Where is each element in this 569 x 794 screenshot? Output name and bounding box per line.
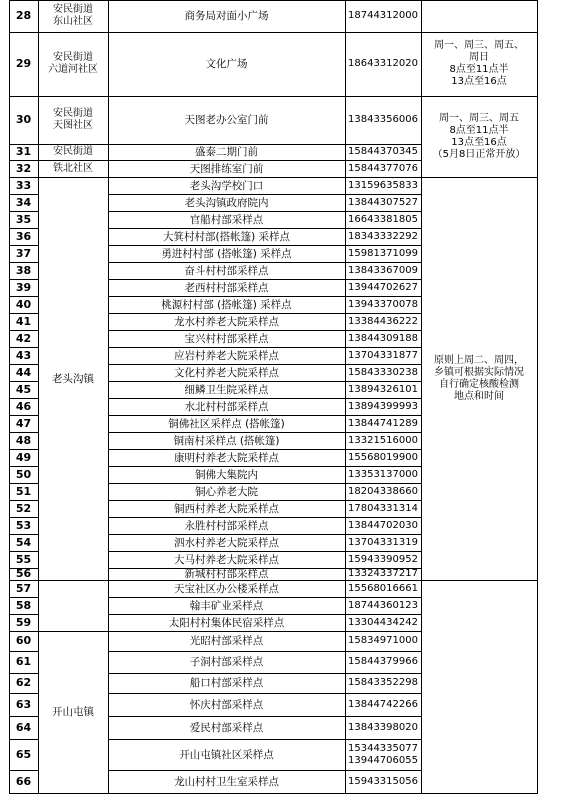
contact-phone: 13844307527 <box>345 194 422 212</box>
contact-phone: 15844370345 <box>345 144 422 161</box>
contact-phone: 13844309188 <box>345 330 422 348</box>
contact-phone: 18643312020 <box>345 32 422 97</box>
row-number: 35 <box>9 211 39 229</box>
row-number: 52 <box>9 500 39 518</box>
sampling-site: 龙水村养老大院采样点 <box>108 313 346 331</box>
row-number: 56 <box>9 568 39 581</box>
row-number: 45 <box>9 381 39 399</box>
opening-time: 周一、周三、周五 8点至11点半 13点至16点 （5月8日正常开放） <box>421 96 538 178</box>
sampling-site: 新城村村部采样点 <box>108 568 346 581</box>
town-name: 老头沟镇 <box>38 177 109 581</box>
sampling-site: 太阳村村集体民宿采样点 <box>108 614 346 632</box>
contact-phone: 18744312000 <box>345 0 422 33</box>
contact-phone: 15943390952 <box>345 551 422 569</box>
row-number: 58 <box>9 597 39 615</box>
row-number: 48 <box>9 432 39 450</box>
contact-phone: 13304434242 <box>345 614 422 632</box>
contact-phone: 13894399993 <box>345 398 422 416</box>
sampling-site: 商务局对面小广场 <box>108 0 346 33</box>
row-number: 33 <box>9 177 39 195</box>
contact-phone: 15834971000 <box>345 631 422 652</box>
row-number: 59 <box>9 614 39 632</box>
contact-phone: 13844742266 <box>345 693 422 717</box>
sampling-site: 宝兴村村部采样点 <box>108 330 346 348</box>
sampling-site: 大箕村村部(搭帐篷) 采样点 <box>108 228 346 246</box>
sampling-site: 船口村部采样点 <box>108 673 346 694</box>
sampling-site: 龙山村村卫生室采样点 <box>108 770 346 794</box>
sampling-site: 子洞村部采样点 <box>108 651 346 674</box>
row-number: 46 <box>9 398 39 416</box>
contact-phone: 15843352298 <box>345 673 422 694</box>
sampling-site: 铜佛社区采样点 (搭帐篷) <box>108 415 346 433</box>
contact-phone: 15568016661 <box>345 580 422 598</box>
row-number: 55 <box>9 551 39 569</box>
sampling-site: 大马村养老大院采样点 <box>108 551 346 569</box>
row-number: 30 <box>9 96 39 145</box>
contact-phone: 15843330238 <box>345 364 422 382</box>
contact-phone: 17804331314 <box>345 500 422 518</box>
row-number: 61 <box>9 651 39 674</box>
town-name: 铁北社区 <box>38 160 109 178</box>
row-number: 36 <box>9 228 39 246</box>
contact-phone: 18744360123 <box>345 597 422 615</box>
contact-phone: 13844741289 <box>345 415 422 433</box>
sampling-site: 勇进村村部 (搭帐篷) 采样点 <box>108 245 346 263</box>
sampling-site: 铜心养老大院 <box>108 483 346 501</box>
row-number: 34 <box>9 194 39 212</box>
sampling-site: 桃源村村部 (搭帐篷) 采样点 <box>108 296 346 314</box>
sampling-site: 铜佛大集院内 <box>108 466 346 484</box>
row-number: 64 <box>9 716 39 740</box>
row-number: 49 <box>9 449 39 467</box>
row-number: 29 <box>9 32 39 97</box>
sampling-site: 盛泰二期门前 <box>108 144 346 161</box>
row-number: 62 <box>9 673 39 694</box>
row-number: 54 <box>9 534 39 552</box>
sampling-site: 奋斗村村部采样点 <box>108 262 346 280</box>
row-number: 51 <box>9 483 39 501</box>
contact-phone: 13704331877 <box>345 347 422 365</box>
row-number: 60 <box>9 631 39 652</box>
contact-phone: 15344335077 13944706055 <box>345 739 422 771</box>
opening-time: 原则上周二、周四， 乡镇可根据实际情况 自行确定核酸检测 地点和时间 <box>421 177 538 581</box>
sampling-site: 天图排练室门前 <box>108 160 346 178</box>
row-number: 37 <box>9 245 39 263</box>
sampling-site: 永胜村村部采样点 <box>108 517 346 535</box>
row-number: 44 <box>9 364 39 382</box>
row-number: 42 <box>9 330 39 348</box>
sampling-site: 开山屯镇社区采样点 <box>108 739 346 771</box>
contact-phone: 15981371099 <box>345 245 422 263</box>
contact-phone: 18343332292 <box>345 228 422 246</box>
sampling-site: 老头沟学校门口 <box>108 177 346 195</box>
sampling-site: 爱民村部采样点 <box>108 716 346 740</box>
contact-phone: 13324337217 <box>345 568 422 581</box>
row-number: 53 <box>9 517 39 535</box>
contact-phone: 13384436222 <box>345 313 422 331</box>
time-blank <box>421 0 538 33</box>
sampling-site: 官船村部采样点 <box>108 211 346 229</box>
sampling-site: 水北村村部采样点 <box>108 398 346 416</box>
contact-phone: 13353137000 <box>345 466 422 484</box>
contact-phone: 13944702627 <box>345 279 422 297</box>
row-number: 63 <box>9 693 39 717</box>
row-number: 38 <box>9 262 39 280</box>
row-number: 40 <box>9 296 39 314</box>
sampling-site: 天宝社区办公楼采样点 <box>108 580 346 598</box>
sampling-site: 光昭村部采样点 <box>108 631 346 652</box>
row-number: 57 <box>9 580 39 598</box>
town-name: 开山屯镇 <box>38 631 109 794</box>
town-name: 安民街道 东山社区 <box>38 0 109 33</box>
contact-phone: 13943370078 <box>345 296 422 314</box>
contact-phone: 13843398020 <box>345 716 422 740</box>
row-number: 50 <box>9 466 39 484</box>
contact-phone: 13704331319 <box>345 534 422 552</box>
row-number: 31 <box>9 144 39 161</box>
row-number: 43 <box>9 347 39 365</box>
row-number: 39 <box>9 279 39 297</box>
time-blank <box>421 580 538 794</box>
contact-phone: 13844702030 <box>345 517 422 535</box>
opening-time: 周一、周三、周五、 周日 8点至11点半 13点至16点 <box>421 32 538 97</box>
contact-phone: 13159635833 <box>345 177 422 195</box>
contact-phone: 16643381805 <box>345 211 422 229</box>
sampling-site: 老西村村部采样点 <box>108 279 346 297</box>
contact-phone: 15568019900 <box>345 449 422 467</box>
contact-phone: 15844377076 <box>345 160 422 178</box>
sampling-site: 老头沟镇政府院内 <box>108 194 346 212</box>
sampling-site: 泗水村养老大院采样点 <box>108 534 346 552</box>
row-number: 32 <box>9 160 39 178</box>
town-name: 安民街道 <box>38 144 109 161</box>
contact-phone: 18204338660 <box>345 483 422 501</box>
contact-phone: 13843367009 <box>345 262 422 280</box>
sampling-site: 文化广场 <box>108 32 346 97</box>
sampling-site: 细鳞卫生院采样点 <box>108 381 346 399</box>
row-number: 66 <box>9 770 39 794</box>
town-name: 安民街道 天图社区 <box>38 96 109 145</box>
sampling-site: 康明村养老大院采样点 <box>108 449 346 467</box>
contact-phone: 15943315056 <box>345 770 422 794</box>
sampling-site: 铜西村养老大院采样点 <box>108 500 346 518</box>
sampling-site: 天图老办公室门前 <box>108 96 346 145</box>
sampling-site: 应岩村养老大院采样点 <box>108 347 346 365</box>
row-number: 41 <box>9 313 39 331</box>
town-blank <box>38 580 109 632</box>
sampling-site: 铜南村采样点 (搭帐篷) <box>108 432 346 450</box>
row-number: 65 <box>9 739 39 771</box>
row-number: 28 <box>9 0 39 33</box>
sampling-site: 翰丰矿业采样点 <box>108 597 346 615</box>
contact-phone: 13843356006 <box>345 96 422 145</box>
contact-phone: 13321516000 <box>345 432 422 450</box>
contact-phone: 13894326101 <box>345 381 422 399</box>
sampling-site: 怀庆村部采样点 <box>108 693 346 717</box>
town-name: 安民街道 六道河社区 <box>38 32 109 97</box>
sampling-site: 文化村养老大院采样点 <box>108 364 346 382</box>
contact-phone: 15844379966 <box>345 651 422 674</box>
row-number: 47 <box>9 415 39 433</box>
